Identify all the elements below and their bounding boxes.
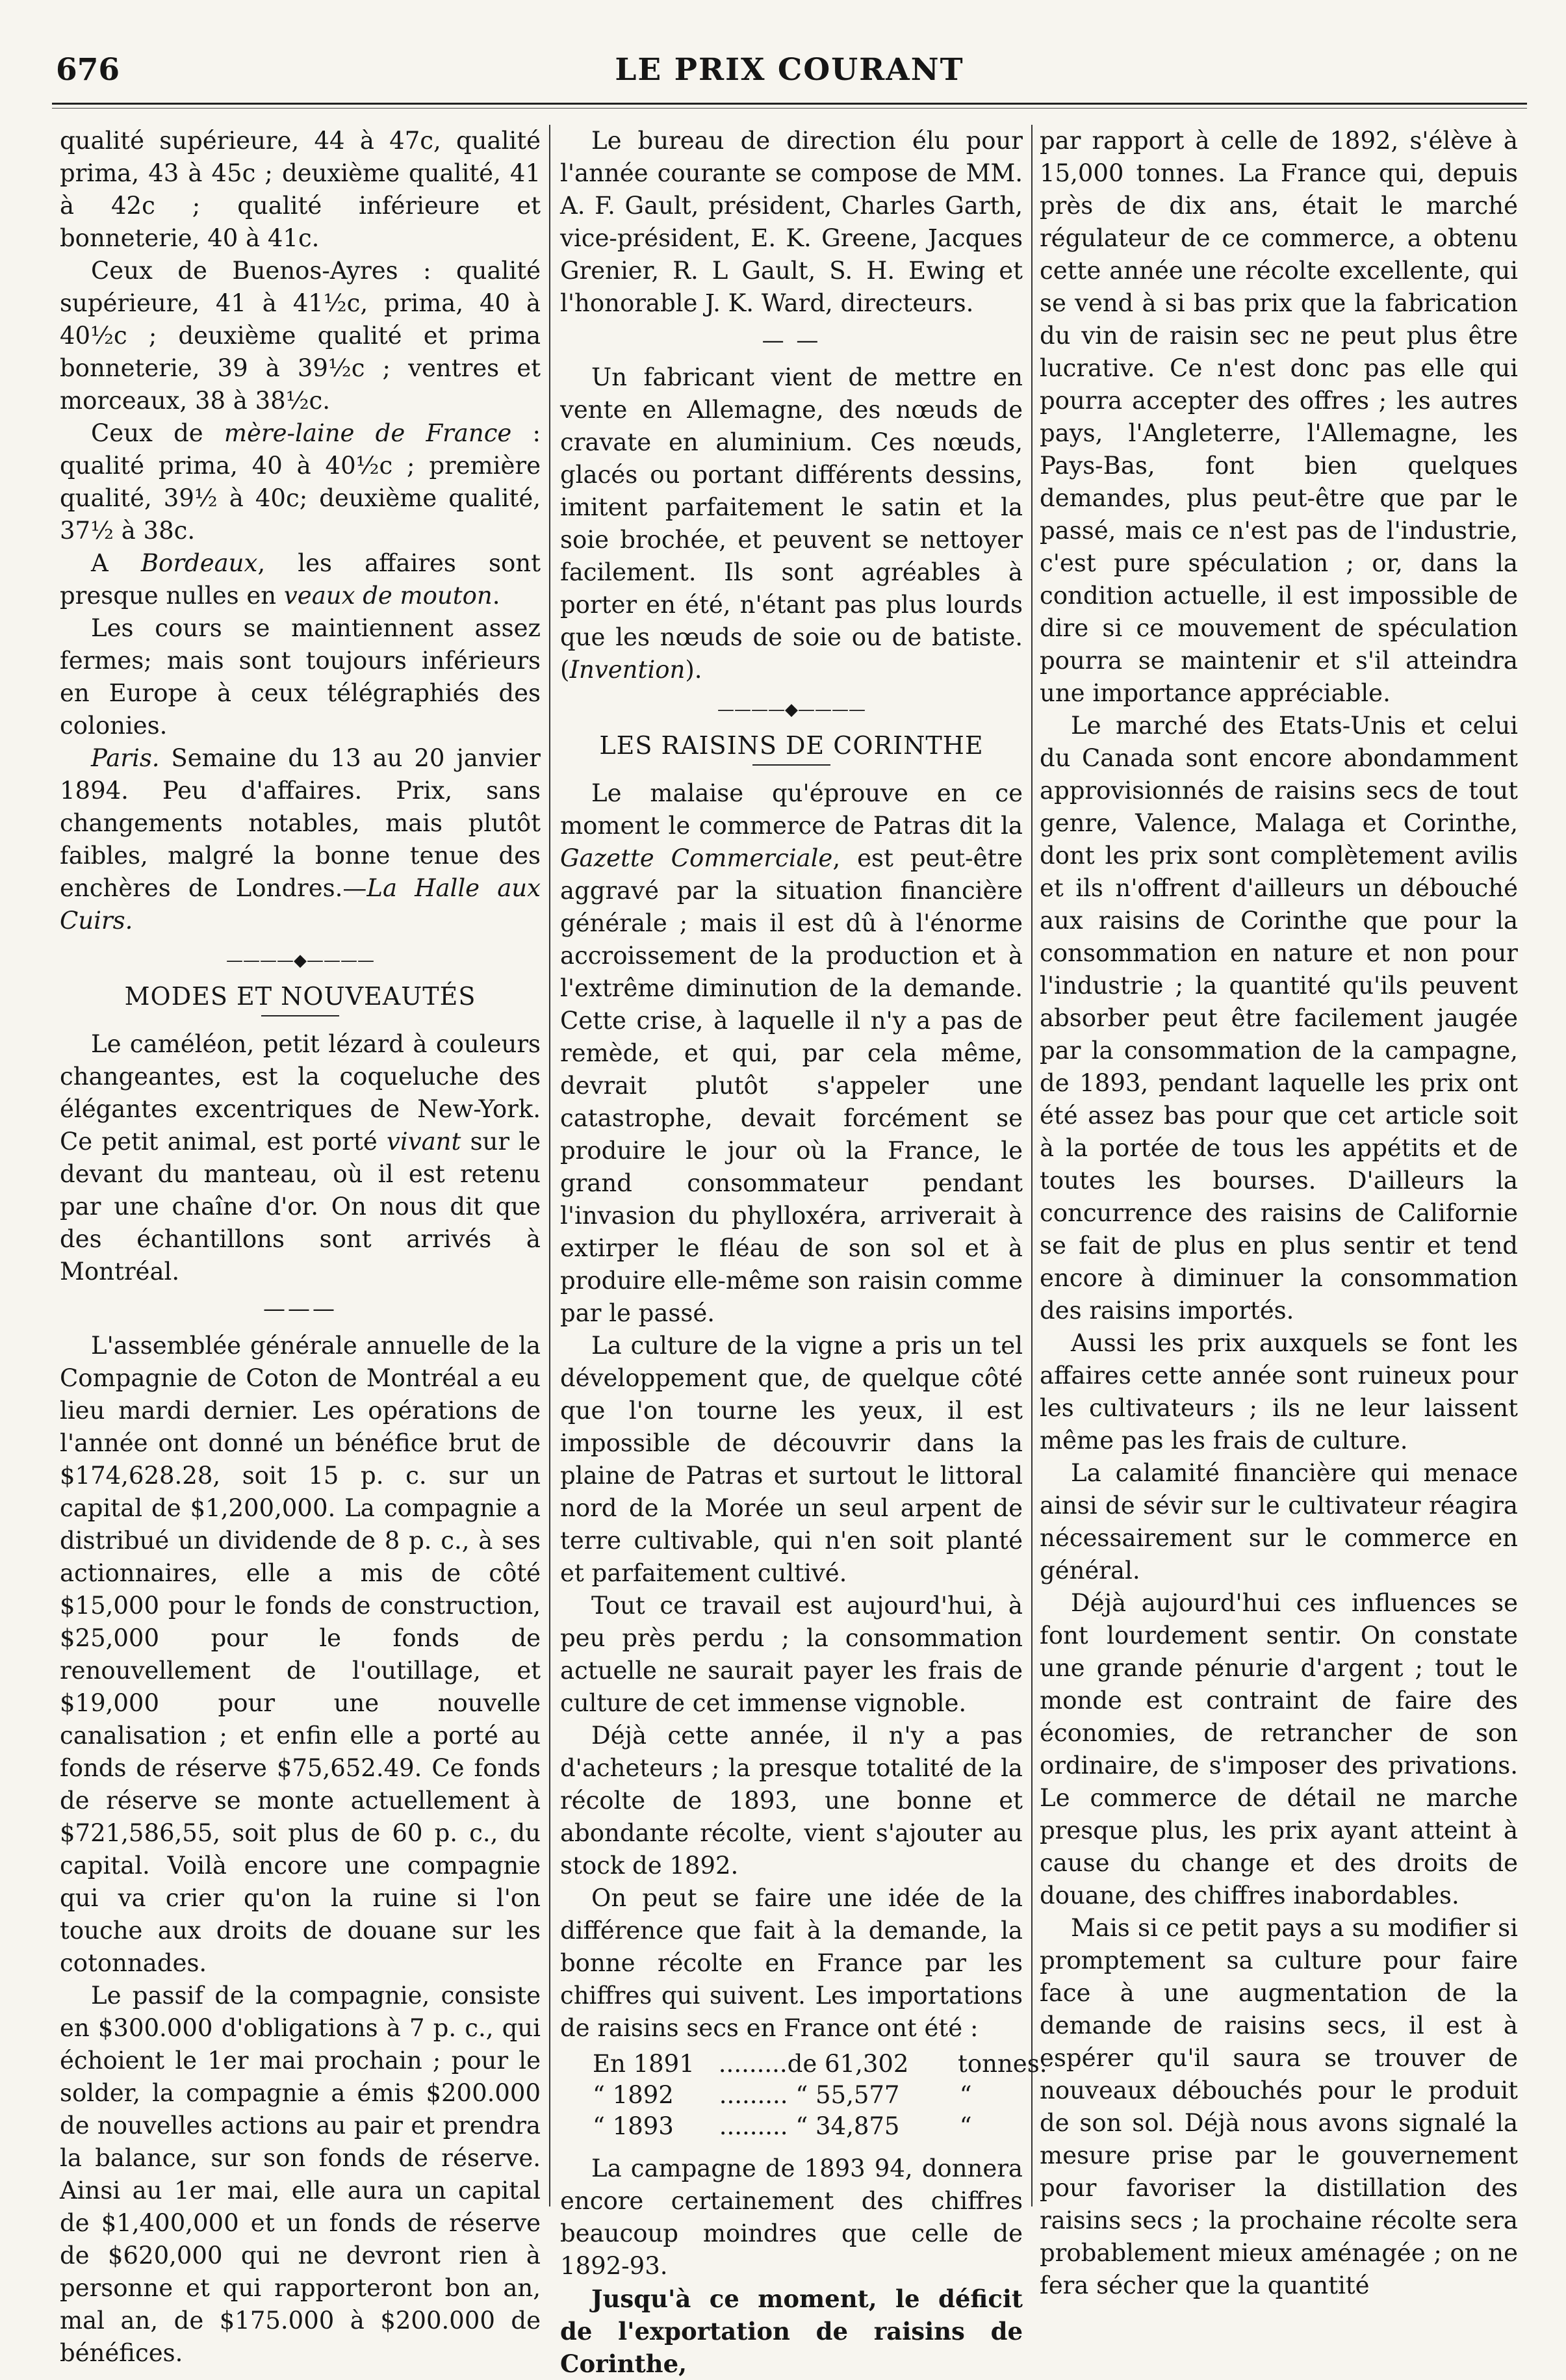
paragraph: Ceux de Buenos-Ayres : qualité supérieure, 41 à 41½c, prima, 40 à 40½c ; deuxième qualité et prima bonneterie, 39 à 39½c ; ventres et morceaux, 38 à 38½c. [60, 257, 541, 415]
page-header [52, 49, 1527, 101]
paragraph: On peut se faire une idée de la différence que fait à la demande, la bonne récolte en France par les chiffres qui suivent. Les importations de raisins secs en France ont été : [560, 1884, 1023, 2042]
separator: — — [762, 328, 821, 354]
paragraph: Le malaise qu'éprouve en ce moment le commerce de Patras dit la Gazette Commerciale, est peut-être aggravé par la situation financière générale ; mais il est dû à l'énorme accroissement de la production et à l'extrême diminution de la demande. Cette crise, à laquelle il n'y a pas de remède, et qui, par cela même, devrait plutôt s'appeler une catastrophe, devait forcément se produire le jour où la France, le grand consommateur pendant l'invasion du phylloxéra, arriverait à extirper le fléau de son sol et à produire elle-même son raisin comme par le passé. [560, 779, 1023, 1327]
header-rule [52, 103, 1527, 105]
column-3 [1040, 125, 1518, 2299]
paragraph: La calamité financière qui menace ainsi de sévir sur le cultivateur réagira nécessairement sur le commerce en général. [1040, 1459, 1518, 1585]
table-row: En 1891 .........de 61,302 tonnes. [593, 2050, 1047, 2078]
section-heading: MODES ET NOUVEAUTÉS [124, 982, 476, 1011]
page-number: 676 [56, 52, 120, 88]
paragraph: Le passif de la compagnie, consiste en $300.000 d'obligations à 7 p. c., qui échoient le 1er mai prochain ; pour le solder, la compagnie a émis $200.000 de nouvelles actions au pair et prendra la balance, sur son fonds de réserve. Ainsi au 1er mai, elle aura un capital de $1,400,000 et un fonds de réserve de $620,000 qui ne devront rien à personne et qui rapporteront bon an, mal an, de $175.000 à $200.000 de bénéfices. [60, 1982, 541, 2367]
paragraph: Paris. Semaine du 13 au 20 janvier 1894. Peu d'affaires. Prix, sans changements notables, mais plutôt faibles, malgré la bonne tenue des enchères de Londres.—La Halle aux Cuirs. [60, 744, 541, 935]
paragraph: La culture de la vigne a pris un tel développement que, de quelque côté que l'on tourne les yeux, il est impossible de découvrir dans la plaine de Patras et surtout le littoral nord de la Morée un seul arpent de terre cultivable, qui n'en soit planté et parfaitement cultivé. [560, 1332, 1023, 1587]
paragraph: Jusqu'à ce moment, le déficit de l'exportation de raisins de Corinthe, [560, 2284, 1023, 2378]
paragraph: Mais si ce petit pays a su modifier si promptement sa culture pour faire face à une augmentation de la demande de raisins secs, il est à espérer qu'il saura se trouver de nouveaux débouchés pour le produit de son sol. Déjà nous avons signalé la mesure prise par le gouvernement pour favoriser la distillation des raisins secs ; la prochaine récolte sera probablement mieux aménagée ; on ne fera sécher que la quantité [1040, 1914, 1518, 2299]
section-heading: LES RAISINS DE CORINTHE [599, 731, 984, 760]
column-divider-2 [1031, 125, 1033, 2206]
paragraph: Un fabricant vient de mettre en vente en Allemagne, des nœuds de cravate en aluminium. Ces nœuds, glacés ou portant différents dessins, imitent parfaitement le satin et la soie brochée, et peuvent se nettoyer facilement. Ils sont agréables à porter en été, n'étant pas plus lourds que les nœuds de soie ou de batiste. (Invention). [560, 363, 1023, 684]
paragraph: Aussi les prix auxquels se font les affaires cette année sont ruineux pour les cultivateurs ; ils ne leur laissent même pas les frais de culture. [1040, 1329, 1518, 1455]
paragraph: Ceux de mère-laine de France : qualité prima, 40 à 40½c ; première qualité, 39½ à 40c; deuxième qualité, 37½ à 38c. [60, 419, 541, 545]
paragraph: La campagne de 1893 94, donnera encore certainement des chiffres beaucoup moindres que celle de 1892-93. [560, 2154, 1023, 2280]
column-1 [60, 125, 541, 2367]
paragraph: Les cours se maintiennent assez fermes; mais sont toujours inférieurs en Europe à ceux télégraphiés des colonies. [60, 614, 541, 740]
separator: ——— [263, 1296, 337, 1322]
column-2 [560, 125, 1047, 2378]
heading-rule [752, 764, 830, 766]
header-rule-thin [52, 108, 1527, 109]
paragraph: A Bordeaux, les affaires sont presque nulles en veaux de mouton. [60, 549, 541, 610]
table-row: “ 1892 ......... “ 55,577 “ [593, 2081, 972, 2109]
paragraph: qualité supérieure, 44 à 47c, qualité prima, 43 à 45c ; deuxième qualité, 41 à 42c ; qualité inférieure et bonneterie, 40 à 41c. [60, 127, 541, 252]
ornament-divider: ————◆———— [717, 700, 866, 719]
paragraph: Déjà cette année, il n'y a pas d'acheteurs ; la presque totalité de la récolte de 1893, une bonne et abondante récolte, vient s'ajouter au stock de 1892. [560, 1722, 1023, 1880]
paragraph: L'assemblée générale annuelle de la Compagnie de Coton de Montréal a eu lieu mardi dernier. Les opérations de l'année ont donné un bénéfice brut de $174,628.28, soit 15 p. c. sur un capital de $1,200,000. La compagnie a distribué un dividende de 8 p. c., à ses actionnaires, elle a mis de côté $15,000 pour le fonds de construction, $25,000 pour le fonds de renouvellement de l'outillage, et $19,000 pour une nouvelle canalisation ; et enfin elle a porté au fonds de réserve $75,652.49. Ce fonds de réserve se monte actuellement à $721,586,55, soit plus de 60 p. c., du capital. Voilà encore une compagnie qui va crier qu'on la ruine si l'on touche aux droits de douane sur les cotonnades. [60, 1332, 541, 1977]
paragraph: Le bureau de direction élu pour l'année courante se compose de MM. A. F. Gault, président, Charles Garth, vice-président, E. K. Greene, Jacques Grenier, R. L Gault, S. H. Ewing et l'honorable J. K. Ward, directeurs. [560, 127, 1023, 317]
paragraph: Déjà aujourd'hui ces influences se font lourdement sentir. On constate une grande pénurie d'argent ; tout le monde est contraint de faire des économies, de retrancher de son ordinaire, de s'imposer des privations. Le commerce de détail ne marche presque plus, les prix ayant atteint à cause du change et des droits de douane, des chiffres inabordables. [1040, 1589, 1518, 1909]
running-title: LE PRIX COURANT [615, 52, 964, 88]
paragraph: Le marché des Etats-Unis et celui du Canada sont encore abondamment approvisionnés de raisins secs de tout genre, Valence, Malaga et Corinthe, dont les prix sont complètement avilis et ils n'offrent d'ailleurs un débouché aux raisins de Corinthe que pour la consommation en nature et non pour l'industrie ; la quantité qu'ils peuvent absorber peut être facilement jaugée par la consommation de la campagne, de 1893, pendant laquelle les prix ont été assez bas pour que cet article soit à la portée de tous les appétits et de toutes les bourses. D'ailleurs la concurrence des raisins de Californie se fait de plus en plus sentir et tend encore à diminuer la consommation des raisins importés. [1040, 712, 1518, 1325]
table-row: “ 1893 ......... “ 34,875 “ [593, 2112, 972, 2140]
paragraph: par rapport à celle de 1892, s'élève à 15,000 tonnes. La France qui, depuis près de dix ans, était le marché régulateur de ce commerce, a obtenu cette année une récolte excellente, qui se vend à si bas prix que la fabrication du vin de raisin sec ne peut plus être lucrative. Ce n'est donc pas elle qui pourra accepter des offres ; les autres pays, l'Angleterre, l'Allemagne, les Pays-Bas, font bien quelques demandes, plus peut-être que par le passé, mais ce n'est pas de l'industrie, c'est pure spéculation ; or, dans la condition actuelle, il est impossible de dire si ce mouvement de spéculation pourra se maintenir et s'il atteindra une importance appréciable. [1040, 127, 1518, 707]
paragraph: Le caméléon, petit lézard à couleurs changeantes, est la coqueluche des élégantes excentriques de New-York. Ce petit animal, est porté vivant sur le devant du manteau, où il est retenu par une chaîne d'or. On nous dit que des échantillons sont arrivés à Montréal. [60, 1030, 541, 1286]
heading-rule [261, 1015, 339, 1016]
ornament-divider: ————◆———— [226, 951, 374, 970]
import-table [593, 2049, 1047, 2142]
column-divider-1 [549, 125, 550, 2206]
paragraph: Tout ce travail est aujourd'hui, à peu près perdu ; la consommation actuelle ne saurait payer les frais de culture de cet immense vignoble. [560, 1592, 1023, 1717]
